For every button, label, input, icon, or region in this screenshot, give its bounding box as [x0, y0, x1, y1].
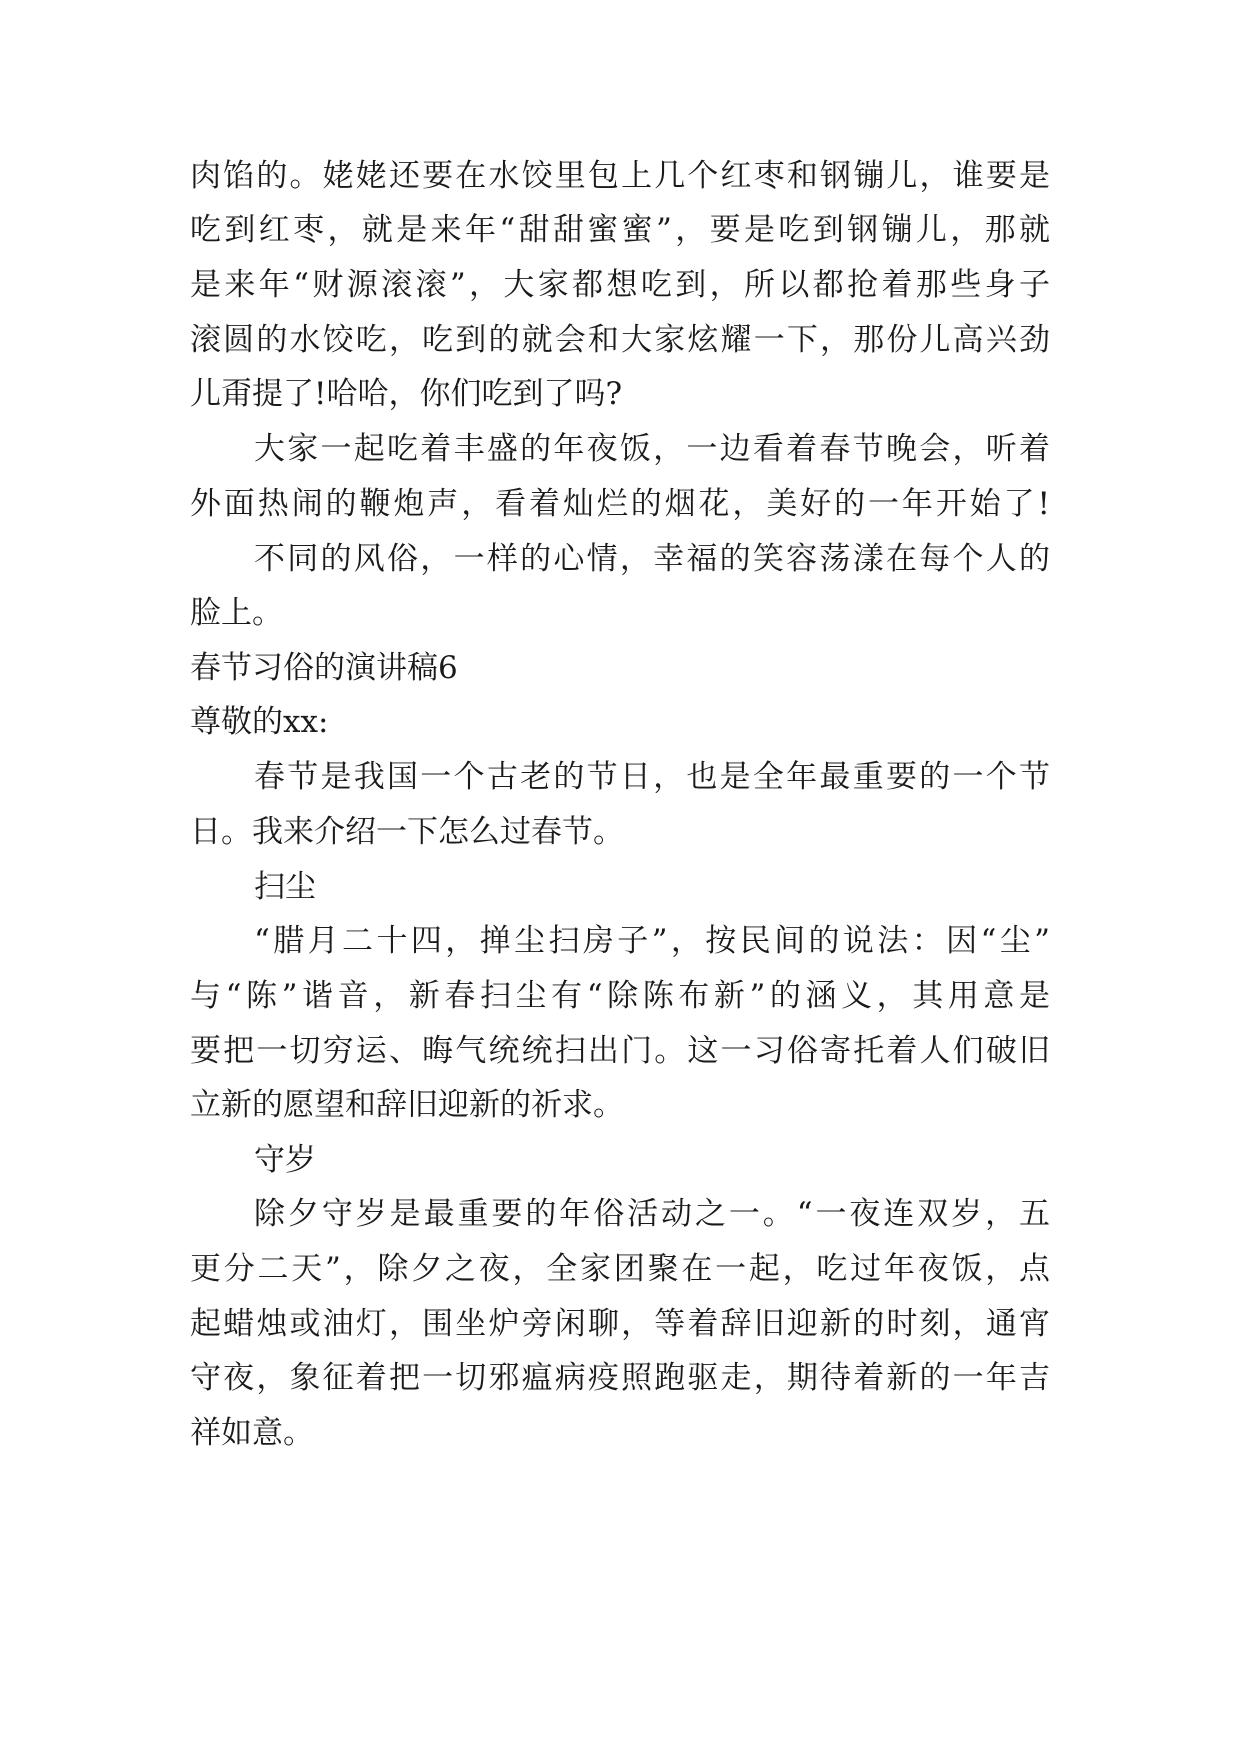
paragraph-line: “腊月二十四，掸尘扫房子”，按民间的说法：因“尘”	[254, 923, 1050, 959]
paragraph-line: 起蜡烛或油灯，围坐炉旁闲聊，等着辞旧迎新的时刻，通宵	[190, 1306, 1050, 1342]
subheading-sweeping: 扫尘	[254, 869, 316, 905]
salutation: 尊敬的xx:	[190, 704, 329, 740]
paragraph-line: 肉馅的。姥姥还要在水饺里包上几个红枣和钢镚儿，谁要是	[190, 158, 1050, 194]
paragraph-line: 日。我来介绍一下怎么过春节。	[190, 814, 624, 850]
paragraph-line: 春节是我国一个古老的节日，也是全年最重要的一个节	[254, 759, 1050, 795]
paragraph-line: 是来年“财源滚滚”，大家都想吃到，所以都抢着那些身子	[190, 267, 1050, 303]
paragraph-line: 滚圆的水饺吃，吃到的就会和大家炫耀一下，那份儿高兴劲	[190, 322, 1050, 358]
paragraph-line: 更分二天”，除夕之夜，全家团聚在一起，吃过年夜饭，点	[190, 1251, 1050, 1287]
paragraph-line: 要把一切穷运、晦气统统扫出门。这一习俗寄托着人们破旧	[190, 1033, 1050, 1069]
paragraph-line: 立新的愿望和辞旧迎新的祈求。	[190, 1087, 624, 1123]
paragraph-line: 除夕守岁是最重要的年俗活动之一。“一夜连双岁，五	[254, 1196, 1050, 1232]
paragraph-line: 脸上。	[190, 595, 283, 631]
section-heading: 春节习俗的演讲稿6	[190, 650, 458, 686]
paragraph-line: 大家一起吃着丰盛的年夜饭，一边看着春节晚会，听着	[254, 431, 1050, 467]
paragraph-line: 外面热闹的鞭炮声，看着灿烂的烟花，美好的一年开始了!	[190, 486, 1050, 522]
paragraph-line: 儿甭提了!哈哈，你们吃到了吗?	[190, 376, 623, 412]
paragraph-line: 祥如意。	[190, 1415, 314, 1451]
paragraph-line: 与“陈”谐音，新春扫尘有“除陈布新”的涵义，其用意是	[190, 978, 1050, 1014]
paragraph-line: 不同的风俗，一样的心情，幸福的笑容荡漾在每个人的	[254, 541, 1050, 577]
paragraph-line: 吃到红枣，就是来年“甜甜蜜蜜”，要是吃到钢镚儿，那就	[190, 212, 1050, 248]
subheading-staying-up: 守岁	[254, 1142, 316, 1178]
paragraph-line: 守夜，象征着把一切邪瘟病疫照跑驱走，期待着新的一年吉	[190, 1360, 1050, 1396]
